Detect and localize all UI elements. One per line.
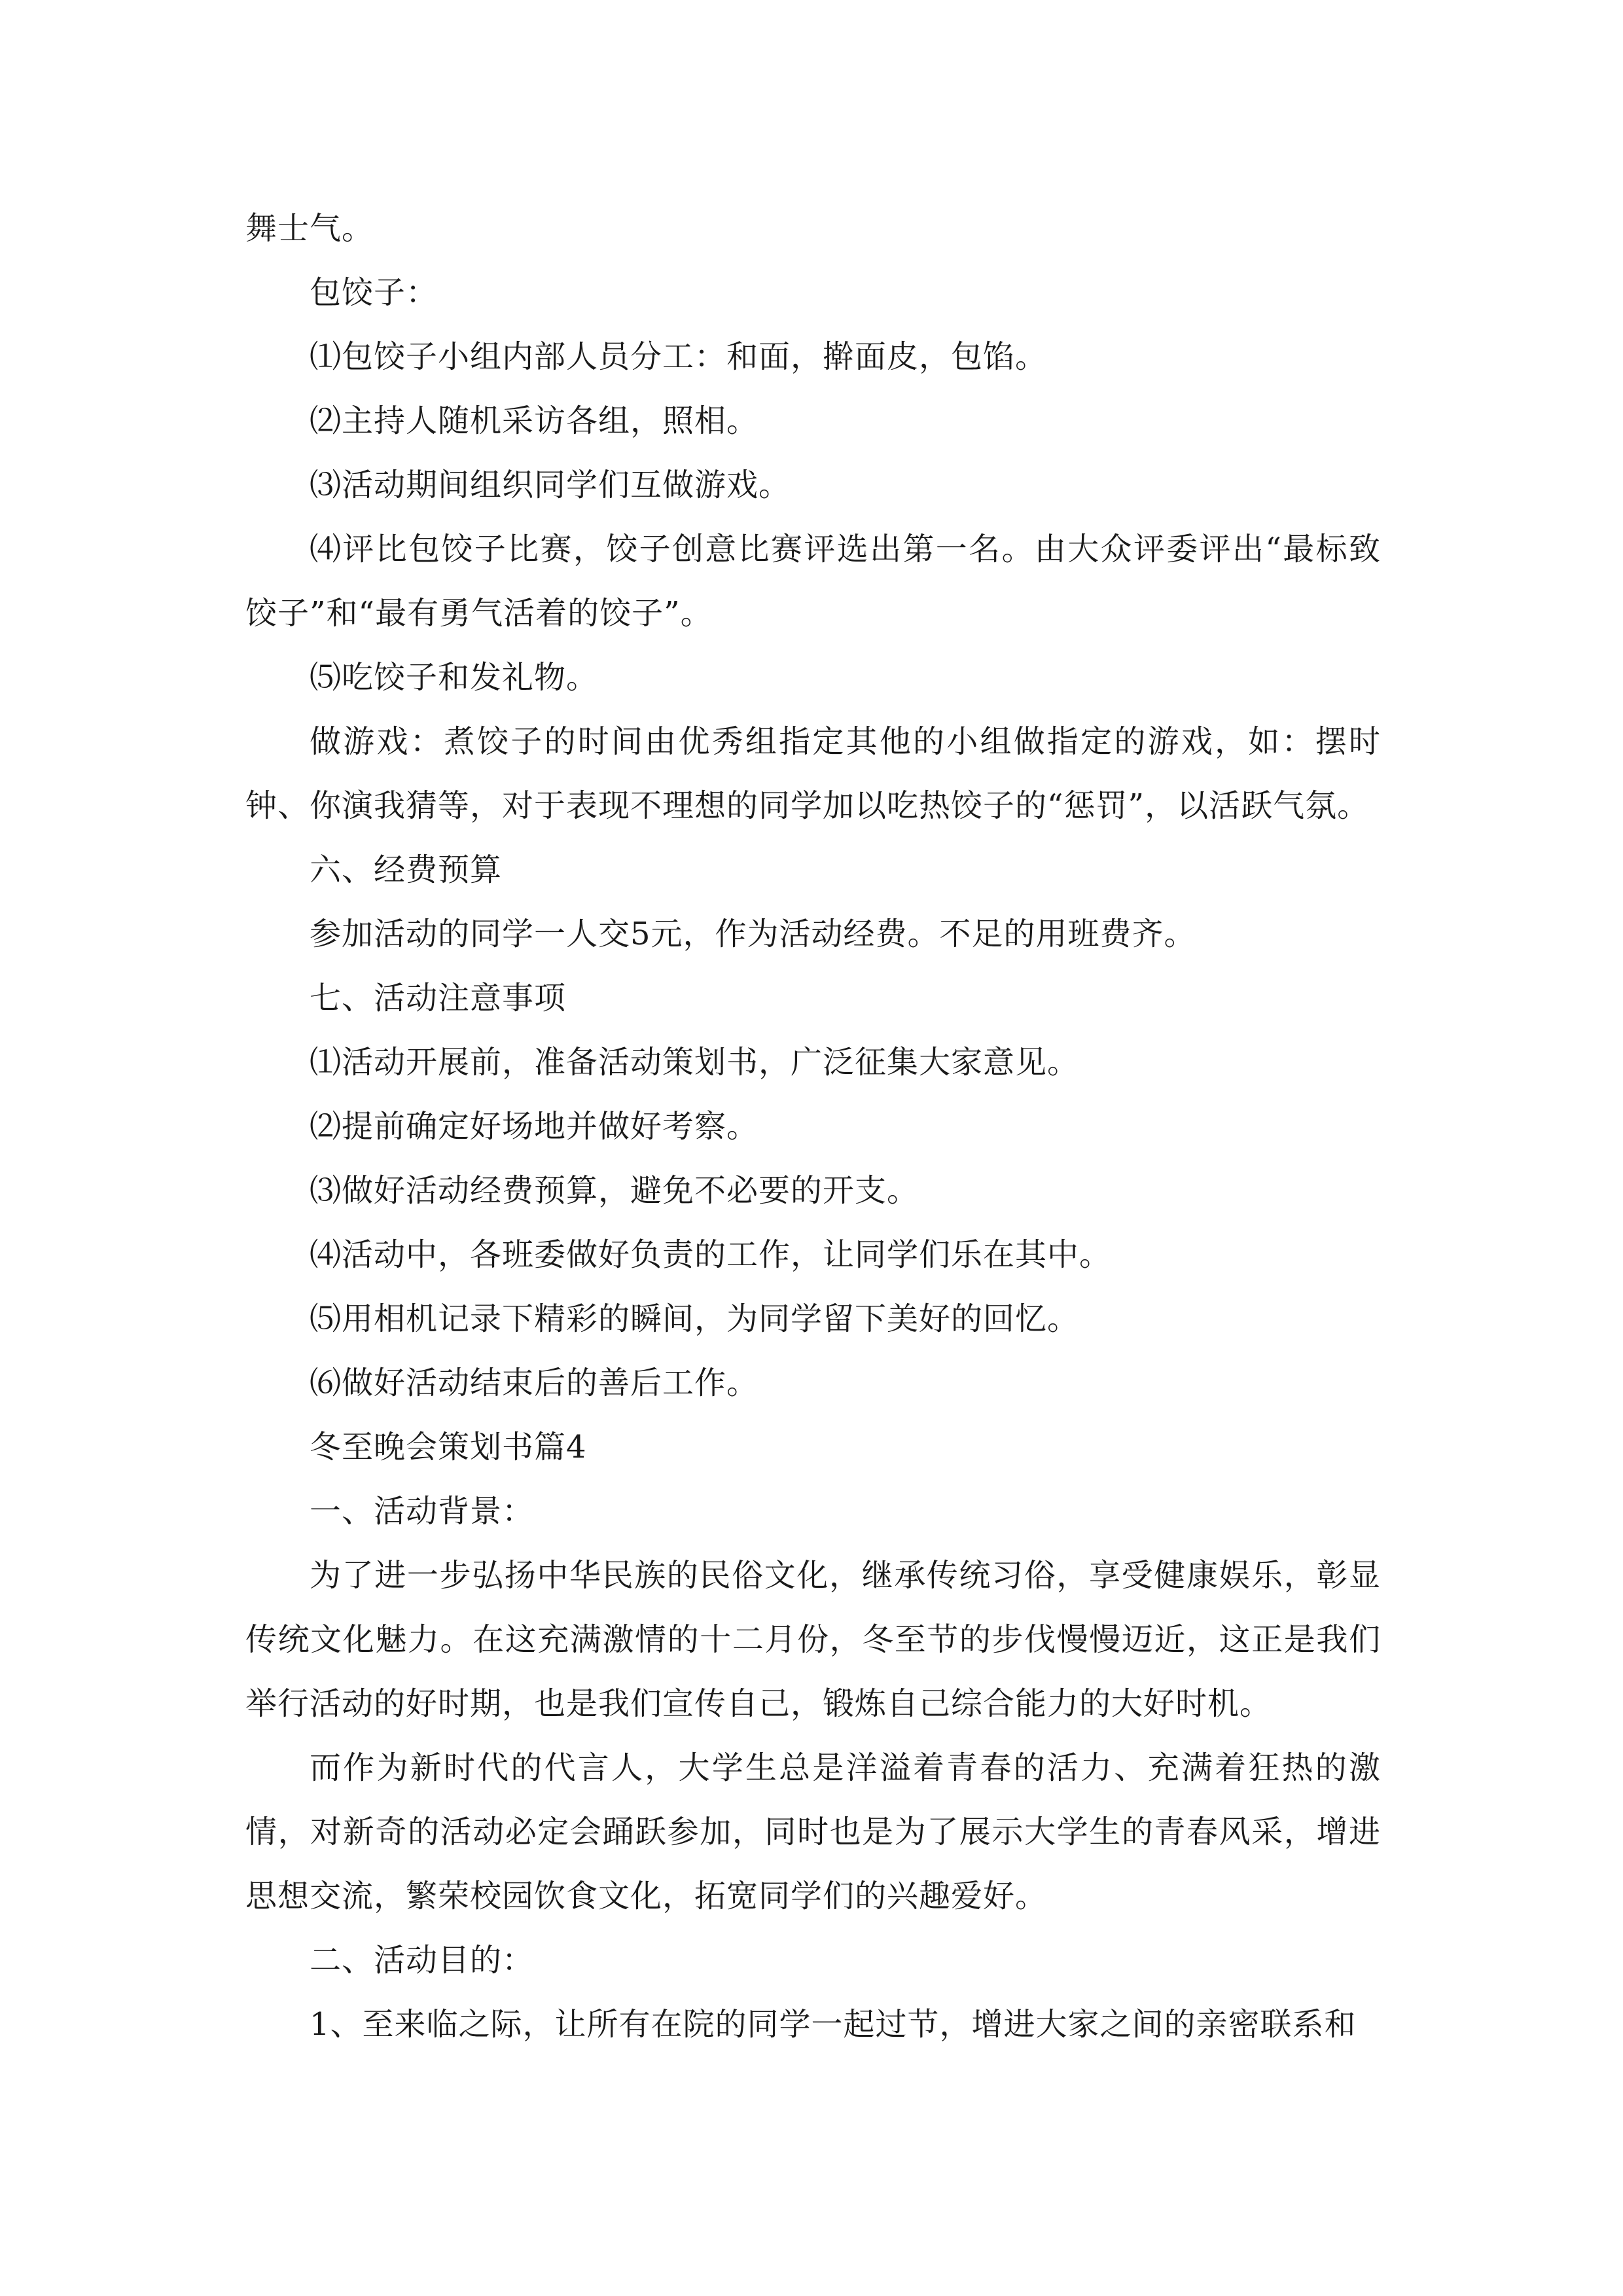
paragraph: 参加活动的同学一人交5元，作为活动经费。不足的用班费齐。 <box>310 916 1196 952</box>
list-item: ⑵提前确定好场地并做好考察。 <box>310 1108 759 1145</box>
section-heading-background: 一、活动背景： <box>310 1493 535 1530</box>
list-item: ⑷活动中，各班委做好负责的工作，让同学们乐在其中。 <box>310 1236 1112 1273</box>
list-item: ⑴包饺子小组内部人员分工：和面，擀面皮，包馅。 <box>310 338 1048 375</box>
list-item: ⑷评比包饺子比赛，饺子创意比赛评选出第一名。由大众评委评出“最标致饺子”和“最有勇气活着的饺子”。 <box>245 531 1381 632</box>
section-heading-notes: 七、活动注意事项 <box>310 980 567 1016</box>
article-title: 冬至晚会策划书篇4 <box>310 1429 587 1465</box>
list-item: ⑸用相机记录下精彩的瞬间，为同学留下美好的回忆。 <box>310 1300 1080 1337</box>
paragraph: 为了进一步弘扬中华民族的民俗文化，继承传统习俗，享受健康娱乐，彰显传统文化魅力。在这充满激情的十二月份，冬至节的步伐慢慢迈近，这正是我们举行活动的好时期，也是我们宣传自己，锻炼自己综合能力的大好时机。 <box>245 1557 1381 1722</box>
list-item: 1、至来临之际，让所有在院的同学一起过节，增进大家之间的亲密联系和 <box>310 2006 1357 2043</box>
paragraph-continuation: 舞士气。 <box>245 210 374 247</box>
list-item: ⑵主持人随机采访各组，照相。 <box>310 403 759 439</box>
paragraph: 做游戏：煮饺子的时间由优秀组指定其他的小组做指定的游戏，如：摆时钟、你演我猜等，对于表现不理想的同学加以吃热饺子的“惩罚”，以活跃气氛。 <box>245 723 1381 824</box>
document-body <box>245 196 1381 2056</box>
list-item: ⑶活动期间组织同学们互做游戏。 <box>310 467 791 503</box>
list-item: ⑹做好活动结束后的善后工作。 <box>310 1365 759 1401</box>
paragraph: 而作为新时代的代言人，大学生总是洋溢着青春的活力、充满着狂热的激情，对新奇的活动必定会踊跃参加，同时也是为了展示大学生的青春风采，增进思想交流，繁荣校园饮食文化，拓宽同学们的兴趣爱好。 <box>245 1749 1381 1914</box>
section-heading-purpose: 二、活动目的： <box>310 1942 535 1979</box>
section-heading-budget: 六、经费预算 <box>310 852 503 888</box>
list-item: ⑶做好活动经费预算，避免不必要的开支。 <box>310 1172 919 1209</box>
list-item: ⑴活动开展前，准备活动策划书，广泛征集大家意见。 <box>310 1044 1080 1081</box>
list-item: ⑸吃饺子和发礼物。 <box>310 659 599 696</box>
paragraph-heading-dumplings: 包饺子： <box>310 274 438 311</box>
